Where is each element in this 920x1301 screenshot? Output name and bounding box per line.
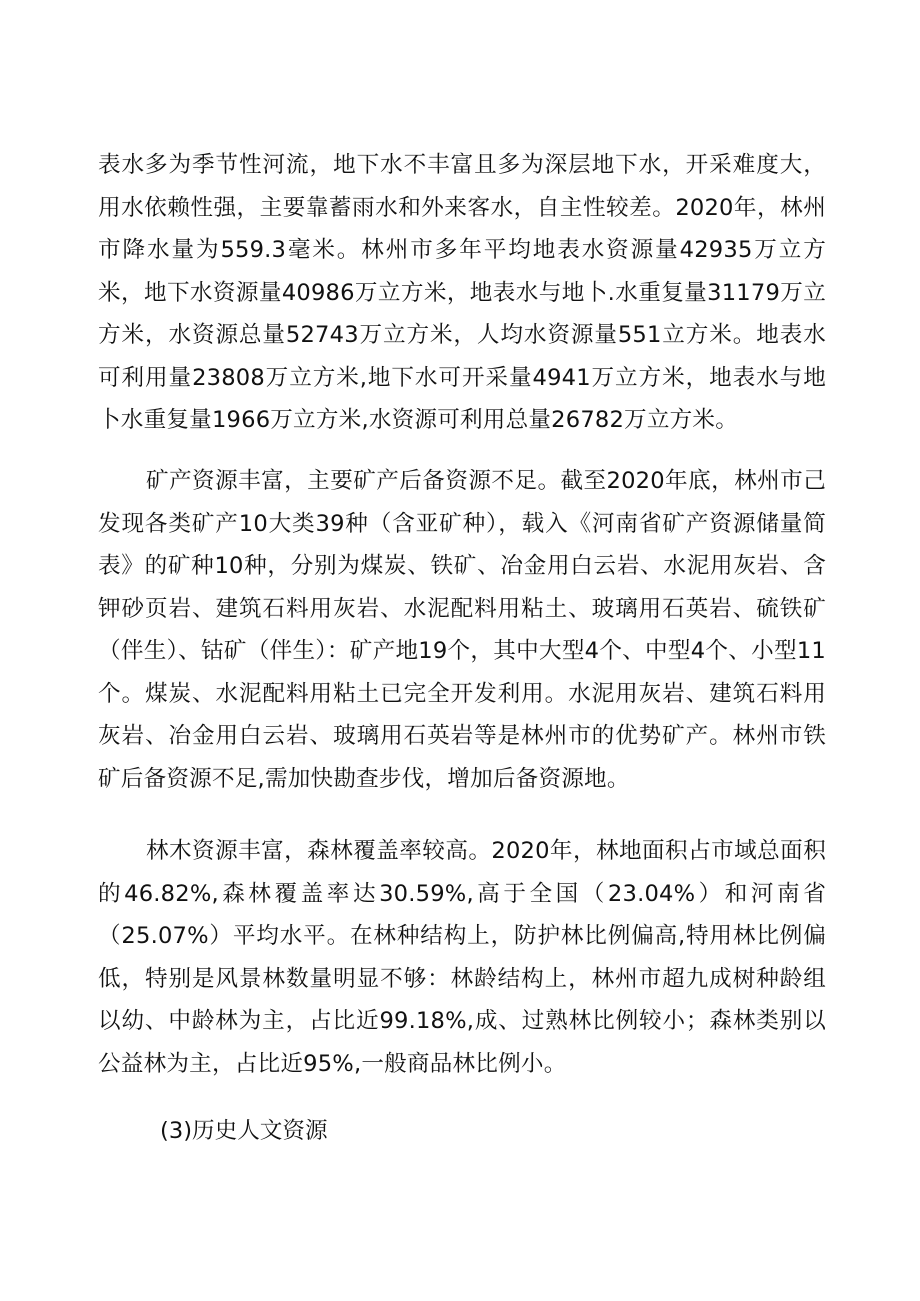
paragraph-mineral-resources: 矿产资源丰富，主要矿产后备资源不足。截至2020年底，林州市己发现各类矿产10大类39种（含亚矿种），载入《河南省矿产资源储量简表》的矿种10种，分别为煤炭、铁矿、冶金用白云岩、水泥用灰岩、含钾砂页岩、建筑石料用灰岩、水泥配料用粘土、玻璃用石英岩、硫铁矿（伴生）、钴矿（伴生）：矿产地19个，其中大型4个、中型4个、小型11个。煤炭、水泥配料用粘土已完全开发利用。水泥用灰岩、建筑石料用灰岩、冶金用白云岩、玻璃用石英岩等是林州市的优势矿产。林州市铁矿后备资源不足,需加快勘查步伐，增加后备资源地。: [98, 468, 826, 792]
paragraph-water-resources: 表水多为季节性河流，地下水不丰富且多为深层地下水，开采难度大，用水依赖性强，主要靠蓄雨水和外来客水，自主性较差。2020年，林州市降水量为559.3毫米。林州市多年平均地表水资源量42935万立方米，地下水资源量40986万立方米，地表水与地卜.水重复量31179万立方米，水资源总量52743万立方米，人均水资源量551立方米。地表水可利用量23808万立方米,地下水可开采量4941万立方米，地表水与地卜水重复量1966万立方米,水资源可利用总量26782万立方米。: [98, 152, 826, 433]
paragraph-forest-resources: 林木资源丰富，森林覆盖率较高。2020年，林地面积占市域总面积的46.82%,森林覆盖率达30.59%,高于全国（23.04%）和河南省（25.07%）平均水平。在林种结构上，防护林比例偏高,特用林比例偏低，特别是风景林数量明显不够：林龄结构上，林州市超九成树种龄组以幼、中龄林为主，占比近99.18%,成、过熟林比例较小；森林类别以公益林为主，占比近95%,一般商品林比例小。: [98, 838, 826, 1077]
section-heading-cultural-resources: (3)历史人文资源: [160, 1118, 328, 1144]
